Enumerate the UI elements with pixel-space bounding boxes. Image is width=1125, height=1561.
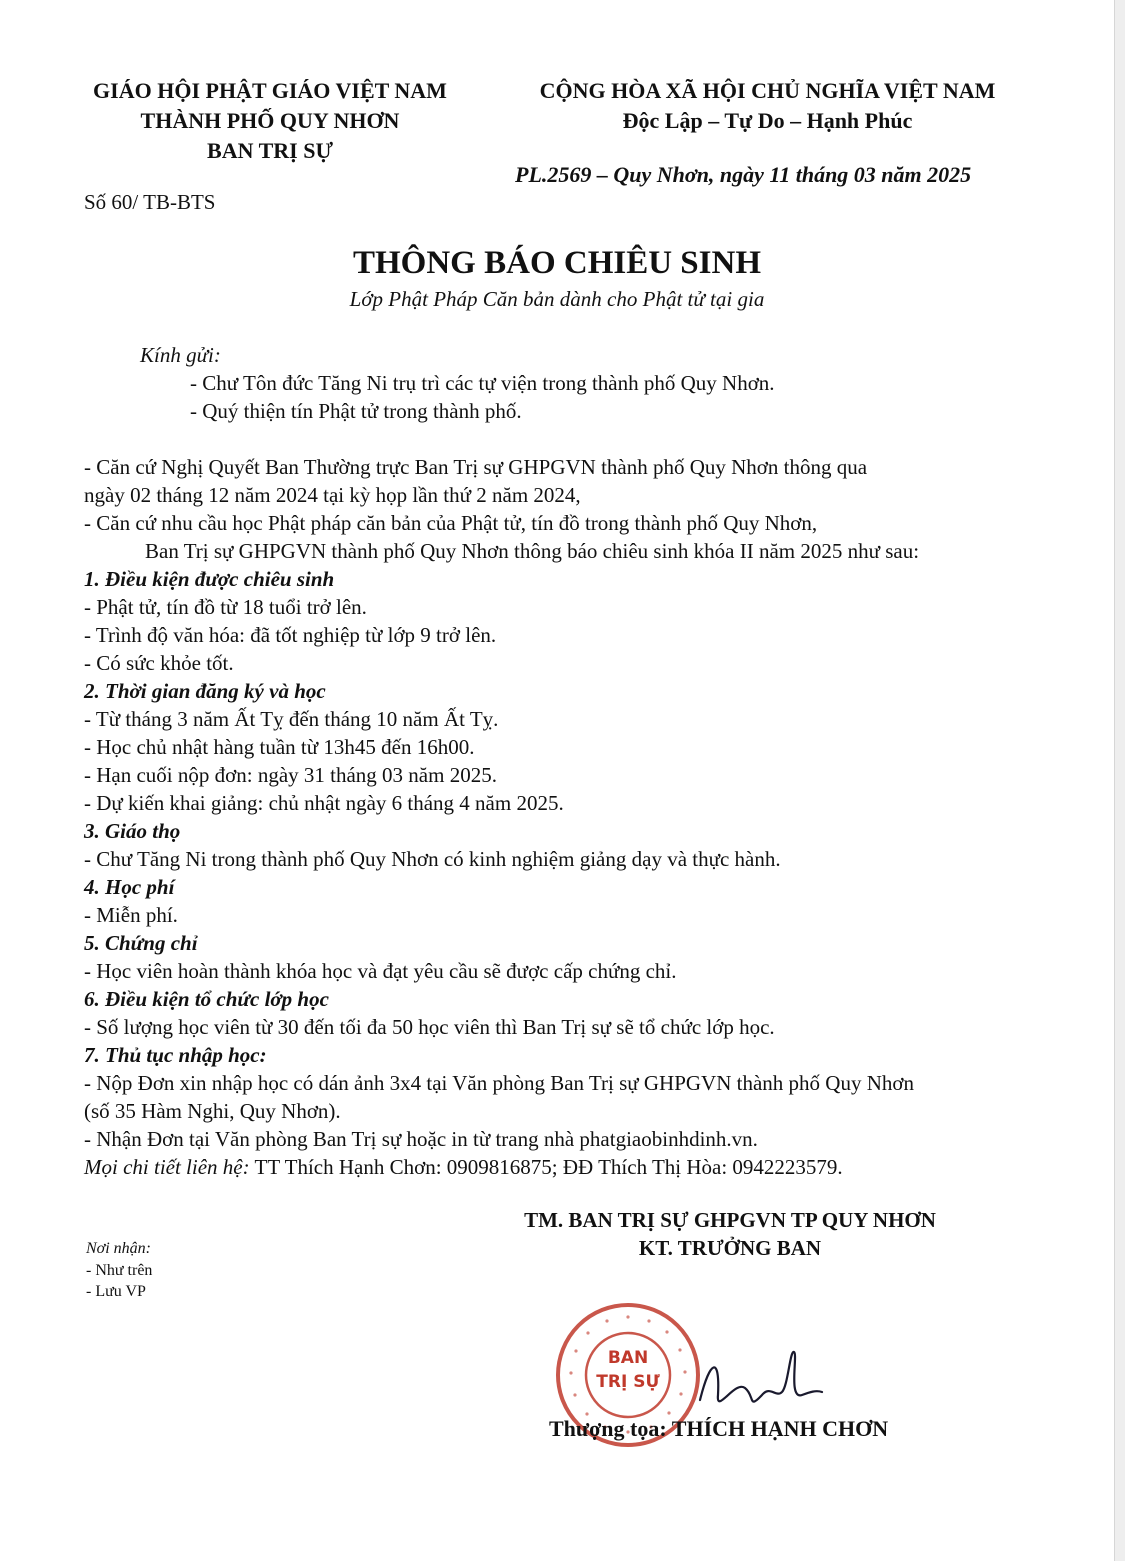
recipient-item: - Lưu VP xyxy=(86,1283,146,1300)
seal-text-line: BAN xyxy=(607,1348,649,1368)
contact-text: TT Thích Hạnh Chơn: 0909816875; ĐĐ Thích Thị Hòa: 0942223579. xyxy=(249,1155,843,1179)
section-heading: 6. Điều kiện tổ chức lớp học xyxy=(84,987,329,1011)
list-item: - Trình độ văn hóa: đã tốt nghiệp từ lớp 9 trở lên. xyxy=(84,623,497,647)
date-line: PL.2569 – Quy Nhơn, ngày 11 tháng 03 năm 2025 xyxy=(515,162,972,187)
announcement-text: Ban Trị sự GHPGVN thành phố Quy Nhơn thông báo chiêu sinh khóa II năm 2025 như sau: xyxy=(145,539,920,563)
list-item: - Từ tháng 3 năm Ất Tỵ đến tháng 10 năm Ất Tỵ. xyxy=(84,707,499,731)
section-heading: 7. Thủ tục nhập học: xyxy=(84,1043,267,1067)
signature-role: KT. TRƯỞNG BAN xyxy=(638,1236,822,1260)
recipient-item: - Như trên xyxy=(86,1262,153,1279)
signer-name: Thượng tọa: THÍCH HẠNH CHƠN xyxy=(549,1416,889,1441)
basis-item-cont: ngày 02 tháng 12 năm 2024 tại kỳ họp lần thứ 2 năm 2024, xyxy=(84,483,581,507)
page-subtitle: Lớp Phật Pháp Căn bản dành cho Phật tử tại gia xyxy=(349,287,765,311)
list-item: - Hạn cuối nộp đơn: ngày 31 tháng 03 năm 2025. xyxy=(84,763,497,787)
greeting-recipient: - Quý thiện tín Phật tử trong thành phố. xyxy=(190,399,522,423)
list-item: - Nộp Đơn xin nhập học có dán ảnh 3x4 tại Văn phòng Ban Trị sự GHPGVN thành phố Quy Nhơn xyxy=(84,1071,914,1095)
national-motto: Độc Lập – Tự Do – Hạnh Phúc xyxy=(622,108,913,133)
greeting-label: Kính gửi: xyxy=(140,343,221,367)
list-item: - Miễn phí. xyxy=(84,903,178,927)
list-item: - Nhận Đơn tại Văn phòng Ban Trị sự hoặc in từ trang nhà phatgiaobinhdinh.vn. xyxy=(84,1127,758,1151)
signature-org: TM. BAN TRỊ SỰ GHPGVN TP QUY NHƠN xyxy=(524,1208,936,1232)
list-item: - Chư Tăng Ni trong thành phố Quy Nhơn có kinh nghiệm giảng dạy và thực hành. xyxy=(84,847,781,871)
recipients-label: Nơi nhận: xyxy=(86,1240,151,1257)
basis-item: - Căn cứ Nghị Quyết Ban Thường trực Ban Trị sự GHPGVN thành phố Quy Nhơn thông qua xyxy=(84,455,868,479)
list-item: - Học chủ nhật hàng tuần từ 13h45 đến 16h00. xyxy=(84,735,475,759)
org-city: THÀNH PHỐ QUY NHƠN xyxy=(140,108,400,133)
greeting-recipient: - Chư Tôn đức Tăng Ni trụ trì các tự viện trong thành phố Quy Nhơn. xyxy=(190,371,775,395)
org-name: GIÁO HỘI PHẬT GIÁO VIỆT NAM xyxy=(93,78,447,103)
list-item: - Phật tử, tín đồ từ 18 tuổi trở lên. xyxy=(84,595,367,619)
contact-label: Mọi chi tiết liên hệ: xyxy=(84,1155,250,1179)
contact-line xyxy=(84,1155,843,1180)
section-heading: 2. Thời gian đăng ký và học xyxy=(84,679,326,703)
list-item: - Có sức khỏe tốt. xyxy=(84,651,234,675)
page-title: THÔNG BÁO CHIÊU SINH xyxy=(353,245,761,281)
section-heading: 3. Giáo thọ xyxy=(84,819,181,843)
section-heading: 5. Chứng chỉ xyxy=(84,931,198,955)
list-item-cont: (số 35 Hàm Nghi, Quy Nhơn). xyxy=(84,1099,341,1123)
section-heading: 1. Điều kiện được chiêu sinh xyxy=(84,567,335,591)
list-item: - Học viên hoàn thành khóa học và đạt yêu cầu sẽ được cấp chứng chỉ. xyxy=(84,959,677,983)
country-name: CỘNG HÒA XÃ HỘI CHỦ NGHĨA VIỆT NAM xyxy=(539,78,996,103)
list-item: - Dự kiến khai giảng: chủ nhật ngày 6 tháng 4 năm 2025. xyxy=(84,791,564,815)
section-heading: 4. Học phí xyxy=(84,875,175,899)
seal-text-line: TRỊ SỰ xyxy=(596,1372,660,1392)
doc-number: Số 60/ TB-BTS xyxy=(84,190,216,214)
basis-item: - Căn cứ nhu cầu học Phật pháp căn bản của Phật tử, tín đồ trong thành phố Quy Nhơn, xyxy=(84,511,818,535)
org-board: BAN TRỊ SỰ xyxy=(207,138,333,163)
list-item: - Số lượng học viên từ 30 đến tối đa 50 học viên thì Ban Trị sự sẽ tổ chức lớp học. xyxy=(84,1015,775,1039)
